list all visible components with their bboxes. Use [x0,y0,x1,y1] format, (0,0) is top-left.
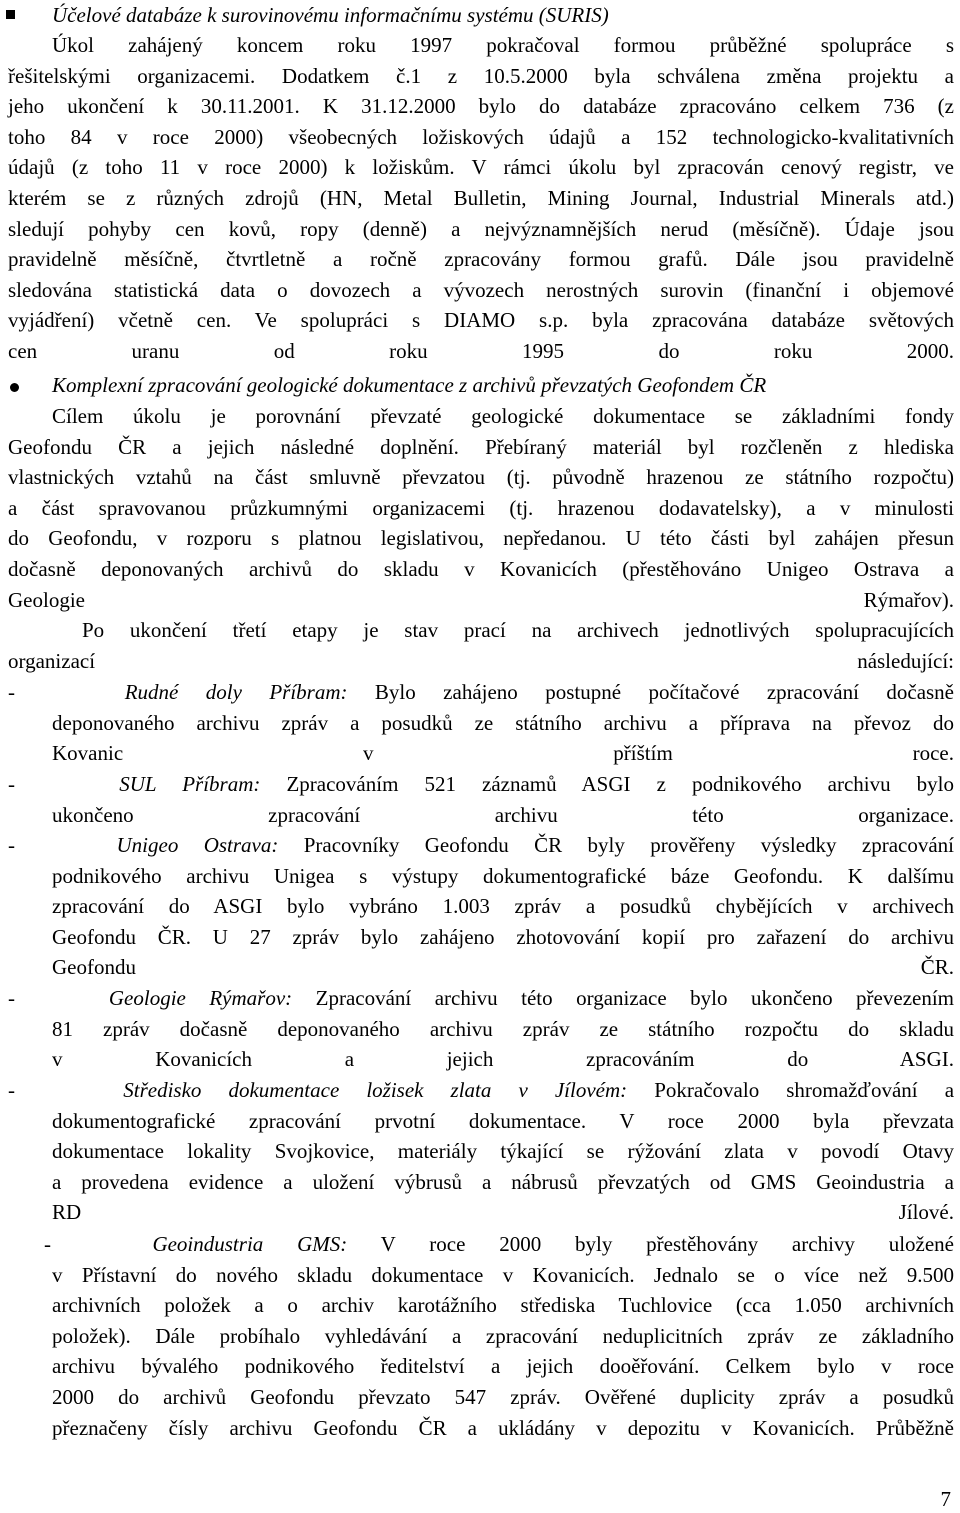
text-line: organizací následující: [8,648,954,673]
org-name: Unigeo Ostrava: [116,833,279,857]
list-dash: - [8,1078,15,1102]
text-line: 81 zpráv dočasně deponovaného archivu zpráv ze státního rozpočtu do skladu [52,1016,954,1041]
text-line: zpracování do ASGI bylo vybráno 1.003 zpráv a posudků chybějících v archivech [52,894,954,919]
list-dash: - [8,772,15,796]
text-line: Geofondu ČR. U 27 zpráv bylo zahájeno zhotovování kopií pro zařazení do archivu [52,924,954,949]
text-line: dokumentografické zpracování prvotní dokumentace. V roce 2000 byla převzata [52,1108,954,1133]
text-line: vlastnických vztahů na část smluvně převzatou (tj. původně hrazenou ze státního rozpočtu) [8,465,954,490]
list-dash: - [8,833,15,857]
text-line: archivních položek a o archiv karotážního střediska Tuchlovice (cca 1.050 archivních [52,1293,954,1318]
org-item-sul [8,769,955,830]
text-line: položek). Dále probíhalo vyhledávání a zpracování neduplicitních zpráv ze základního [52,1323,954,1348]
text-line: a část spravovanou průzkumnými organizacemi (tj. hrazenou dodavatelsky), a v minulosti [8,495,954,520]
org-item-geologie [8,983,955,1075]
text-line: RD Jílové. [52,1200,954,1225]
org-name: SUL Příbram: [119,772,261,796]
text-line: do Geofondu, v rozporu s platnou legislativou, nepředanou. U této části byl zahájen přesun [8,526,954,551]
text-line: toho 84 v roce 2000) všeobecných ložiskových údajů a 152 technologicko-kvalitativních [8,124,954,149]
page-number: 7 [940,1487,951,1511]
list-dash: - [8,680,15,704]
text-line: Zpracování archivu této organizace bylo ukončeno převezením [315,986,955,1010]
text-line: sledují pohyby cen kovů, ropy (denně) a nejvýznamnějších nerud (měsíčně). Údaje jsou [8,216,954,241]
round-bullet-icon [10,383,19,392]
text-line: Geologie Rýmařov). [8,587,954,612]
text-line: archivu bývalého podnikového ředitelství a jejich dooěřování. Celkem bylo v roce [52,1354,954,1379]
text-line: řešitelskými organizacemi. Dodatkem č.1 z 10.5.2000 byla schválena změna projektu a [8,63,954,88]
org-item-stredisko [8,1075,955,1228]
org-item-geoindustria [44,1229,955,1443]
text-line: Geofondu ČR a jejich následné doplnění. Přebíraný materiál byl rozčleněn z hlediska [8,434,954,459]
list-dash: - [8,986,15,1010]
text-line: pravidelně měsíčně, čtvrtletně a ročně zpracovány formou grafů. Dále jsou pravidelně [8,247,954,272]
text-line: ukončeno zpracování archivu této organizace. [52,802,954,827]
org-name: Rudné doly Příbram: [124,680,348,704]
org-name: Geoindustria GMS: [152,1232,348,1256]
text-line: V roce 2000 byly přestěhovány archivy uložené [380,1232,955,1256]
org-item-unigeo [8,830,955,983]
text-line: Geofondu ČR. [52,955,954,980]
text-line: cen uranu od roku 1995 do roku 2000. [8,338,954,363]
text-line: dokumentace lokality Svojkovice, materiály týkající se rýžování zlata v povodí Otavy [52,1139,954,1164]
text-line: Pracovníky Geofondu ČR byly prověřeny výsledky zpracování [303,833,955,857]
text-line: podnikového archivu Unigea s výstupy dokumentografické báze Geofondu. K dalšímu [52,863,954,888]
text-line: Po ukončení třetí etapy je stav prací na archivech jednotlivých spolupracujících [82,618,954,643]
text-line: Úkol zahájený koncem roku 1997 pokračoval formou průběžné spolupráce s [52,33,954,57]
text-line: dočasně deponovaných archivů do skladu v Kovanicích (přestěhováno Unigeo Ostrava a [8,556,954,581]
section-archives-body [8,401,954,676]
org-name: Geologie Rýmařov: [108,986,293,1010]
text-line: Zpracováním 521 záznamů ASGI z podnikového archivu bylo [286,772,955,796]
text-line: údajů (z toho 11 v roce 2000) k ložiskům. V rámci úkolu byl zpracován cenový registr, ve [8,155,954,180]
text-line: přeznačeny čísly archivu Geofondu ČR a ukládány v depozitu v Kovanicích. Průběžně [52,1415,954,1440]
text-line: sledována statistická data o dovozech a vývozech nerostných surovin (finanční i objemové [8,277,954,302]
section-heading-archives: Komplexní zpracování geologické dokumentace z archivů převzatých Geofondem ČR [52,373,767,397]
text-line: Pokračovalo shromažďování a [654,1078,955,1102]
text-line: jeho ukončení k 30.11.2001. K 31.12.2000 bylo do databáze zpracováno celkem 736 (z [8,94,954,119]
text-line: Cílem úkolu je porovnání převzaté geologické dokumentace se základními fondy [52,404,954,428]
section-heading-suris: Účelové databáze k surovinovému informačnímu systému (SURIS) [52,3,609,27]
org-item-rudne-doly [8,677,955,769]
text-line: Kovanic v příštím roce. [52,741,954,766]
text-line: v Přístavní do nového skladu dokumentace v Kovanicích. Jednalo se o více než 9.500 [52,1262,954,1287]
text-line: a provedena evidence a uložení výbrusů a nábrusů převzatých od GMS Geoindustria a [52,1169,954,1194]
text-line: v Kovanicích a jejich zpracováním do ASGI. [52,1047,954,1072]
text-line: vyjádření) včetně cen. Ve spolupráci s DIAMO s.p. byla zpracována databáze světových [8,308,954,333]
section-suris-body [8,30,954,367]
org-name: Středisko dokumentace ložisek zlata v Jílovém: [123,1078,628,1102]
text-line: deponovaného archivu zpráv a posudků ze státního archivu a příprava na převoz do [52,710,954,735]
square-bullet-icon [6,10,15,19]
text-line: 2000 do archivů Geofondu převzato 547 zpráv. Ověřené duplicity zpráv a posudků [52,1384,954,1409]
text-line: kterém se z různých zdrojů (HN, Metal Bulletin, Mining Journal, Industrial Minerals atd.) [8,185,954,210]
text-line: Bylo zahájeno postupné počítačové zpracování dočasně [374,680,955,704]
list-dash: - [44,1232,51,1256]
